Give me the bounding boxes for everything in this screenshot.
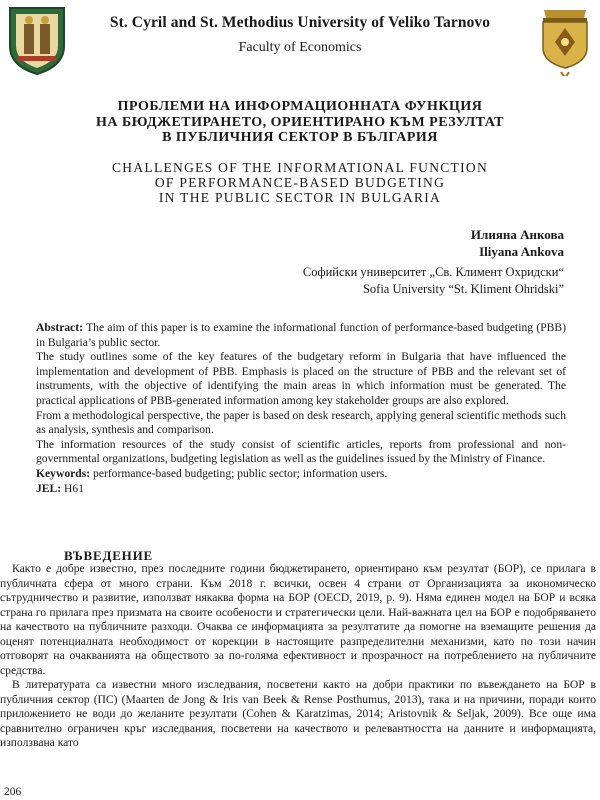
university-name: St. Cyril and St. Methodius University of Veliko Tarnovo — [109, 14, 491, 31]
affiliation-english: Sofia University “St. Kliment Ohridski” — [362, 282, 564, 296]
title-en-line: OF PERFORMANCE-BASED BUDGETING — [154, 175, 446, 190]
paper-title-english — [0, 160, 600, 205]
title-bg-line: В ПУБЛИЧНИЯ СЕКТОР В БЪЛГАРИЯ — [162, 130, 438, 145]
jel-code: H61 — [64, 481, 84, 495]
abstract-paragraph: From a methodological perspective, the paper is based on desk research, applying general scientific methods such as analysis, synthesis and comparison. — [36, 408, 566, 437]
abstract-paragraph: The information resources of the study consist of scientific articles, reports from professional and non-governmental organizations, budgeting legislation as well as the guidelines issued by the Ministry of Finance. — [36, 437, 566, 466]
page-header — [0, 0, 600, 80]
abstract-paragraph: The study outlines some of the key features of the budgetary reform in Bulgaria that have influenced the implementation and development of PBB. Emphasis is placed on the structure of PBB and the relevant set of instruments, with the objective of identifying the main areas in which information must be generated. The practical applications of PBB-generated information among key stakeholder groups are also explored. — [36, 350, 566, 407]
faculty-emblem-icon — [534, 2, 596, 76]
introduction-body — [0, 562, 596, 751]
keywords-text: performance-based budgeting; public sector; information users. — [93, 466, 388, 480]
introduction-heading: ВЪВЕДЕНИЕ — [64, 548, 153, 563]
jel-line — [36, 482, 566, 497]
keywords-label: Keywords: — [36, 466, 91, 480]
abstract-paragraph — [36, 321, 566, 350]
title-en-line: IN THE PUBLIC SECTOR IN BULGARIA — [158, 190, 442, 205]
author-name-english: Iliyana Ankova — [479, 244, 564, 259]
jel-label: JEL: — [36, 481, 62, 495]
paper-title-bulgarian — [0, 99, 600, 146]
body-paragraph: Както е добре известно, през последните години бюджетирането, ориентирано към резултат (БОР), се прилага в публичната сфера от много страни. Към 2018 г. всички, освен 4 страни от Организацията за икономическо сътрудничество и развитие, използват някаква форма на БОР (OECD, 2019, p. 9). Няма единен модел на БОР и всяка страна го прилага през призмата на своите особености и стратегически цели. Най-важната цел на БОР е подобряването на качеството на публичните разходи. Очаква се информацията за резултатите да помогне на вземащите решения да оценят потенциалната необходимост от корекции в настоящите разпределителни механизми, като по този начин отговорят на очакванията на обществото за по-голяма ефективност и прозрачност на потреблението на публичните средства. — [0, 562, 596, 677]
abstract-section — [36, 321, 566, 496]
affiliation-bulgarian: Софийски университет „Св. Климент Охридски“ — [302, 265, 564, 279]
title-bg-line: НА БЮДЖЕТИРАНЕТО, ОРИЕНТИРАНО КЪМ РЕЗУЛТАТ — [96, 114, 504, 130]
abstract-label: Abstract: — [36, 321, 84, 334]
body-paragraph: В литературата са известни много изследвания, посветени както на добри практики по въвеждането на БОР в публичния сектор (ПС) (Maarten de Jong & Iris van Beek & Rense Posthumus, 2013), така и на причини, поради които приложението не води до желаните резултати (Cohen & Karatzimas, 2014; Aristovnik & Seljak, 2009). Все още има сравнително ограничен кръг изследвания, посветени на качеството и релевантността на данните и информацията, използвана като — [0, 678, 596, 749]
abstract-text: The aim of this paper is to examine the informational function of performance-based budgeting (PBB) in Bulgaria’s public sector. — [36, 321, 566, 349]
faculty-name: Faculty of Economics — [238, 40, 362, 55]
page-number: 206 — [4, 786, 22, 798]
title-bg-line: ПРОБЛЕМИ НА ИНФОРМАЦИОННАТА ФУНКЦИЯ — [117, 99, 483, 114]
title-en-line: CHALLENGES OF THE INFORMATIONAL FUNCTION — [112, 160, 488, 175]
keywords-line — [36, 467, 566, 482]
author-name-bulgarian: Илияна Анкова — [470, 227, 564, 242]
